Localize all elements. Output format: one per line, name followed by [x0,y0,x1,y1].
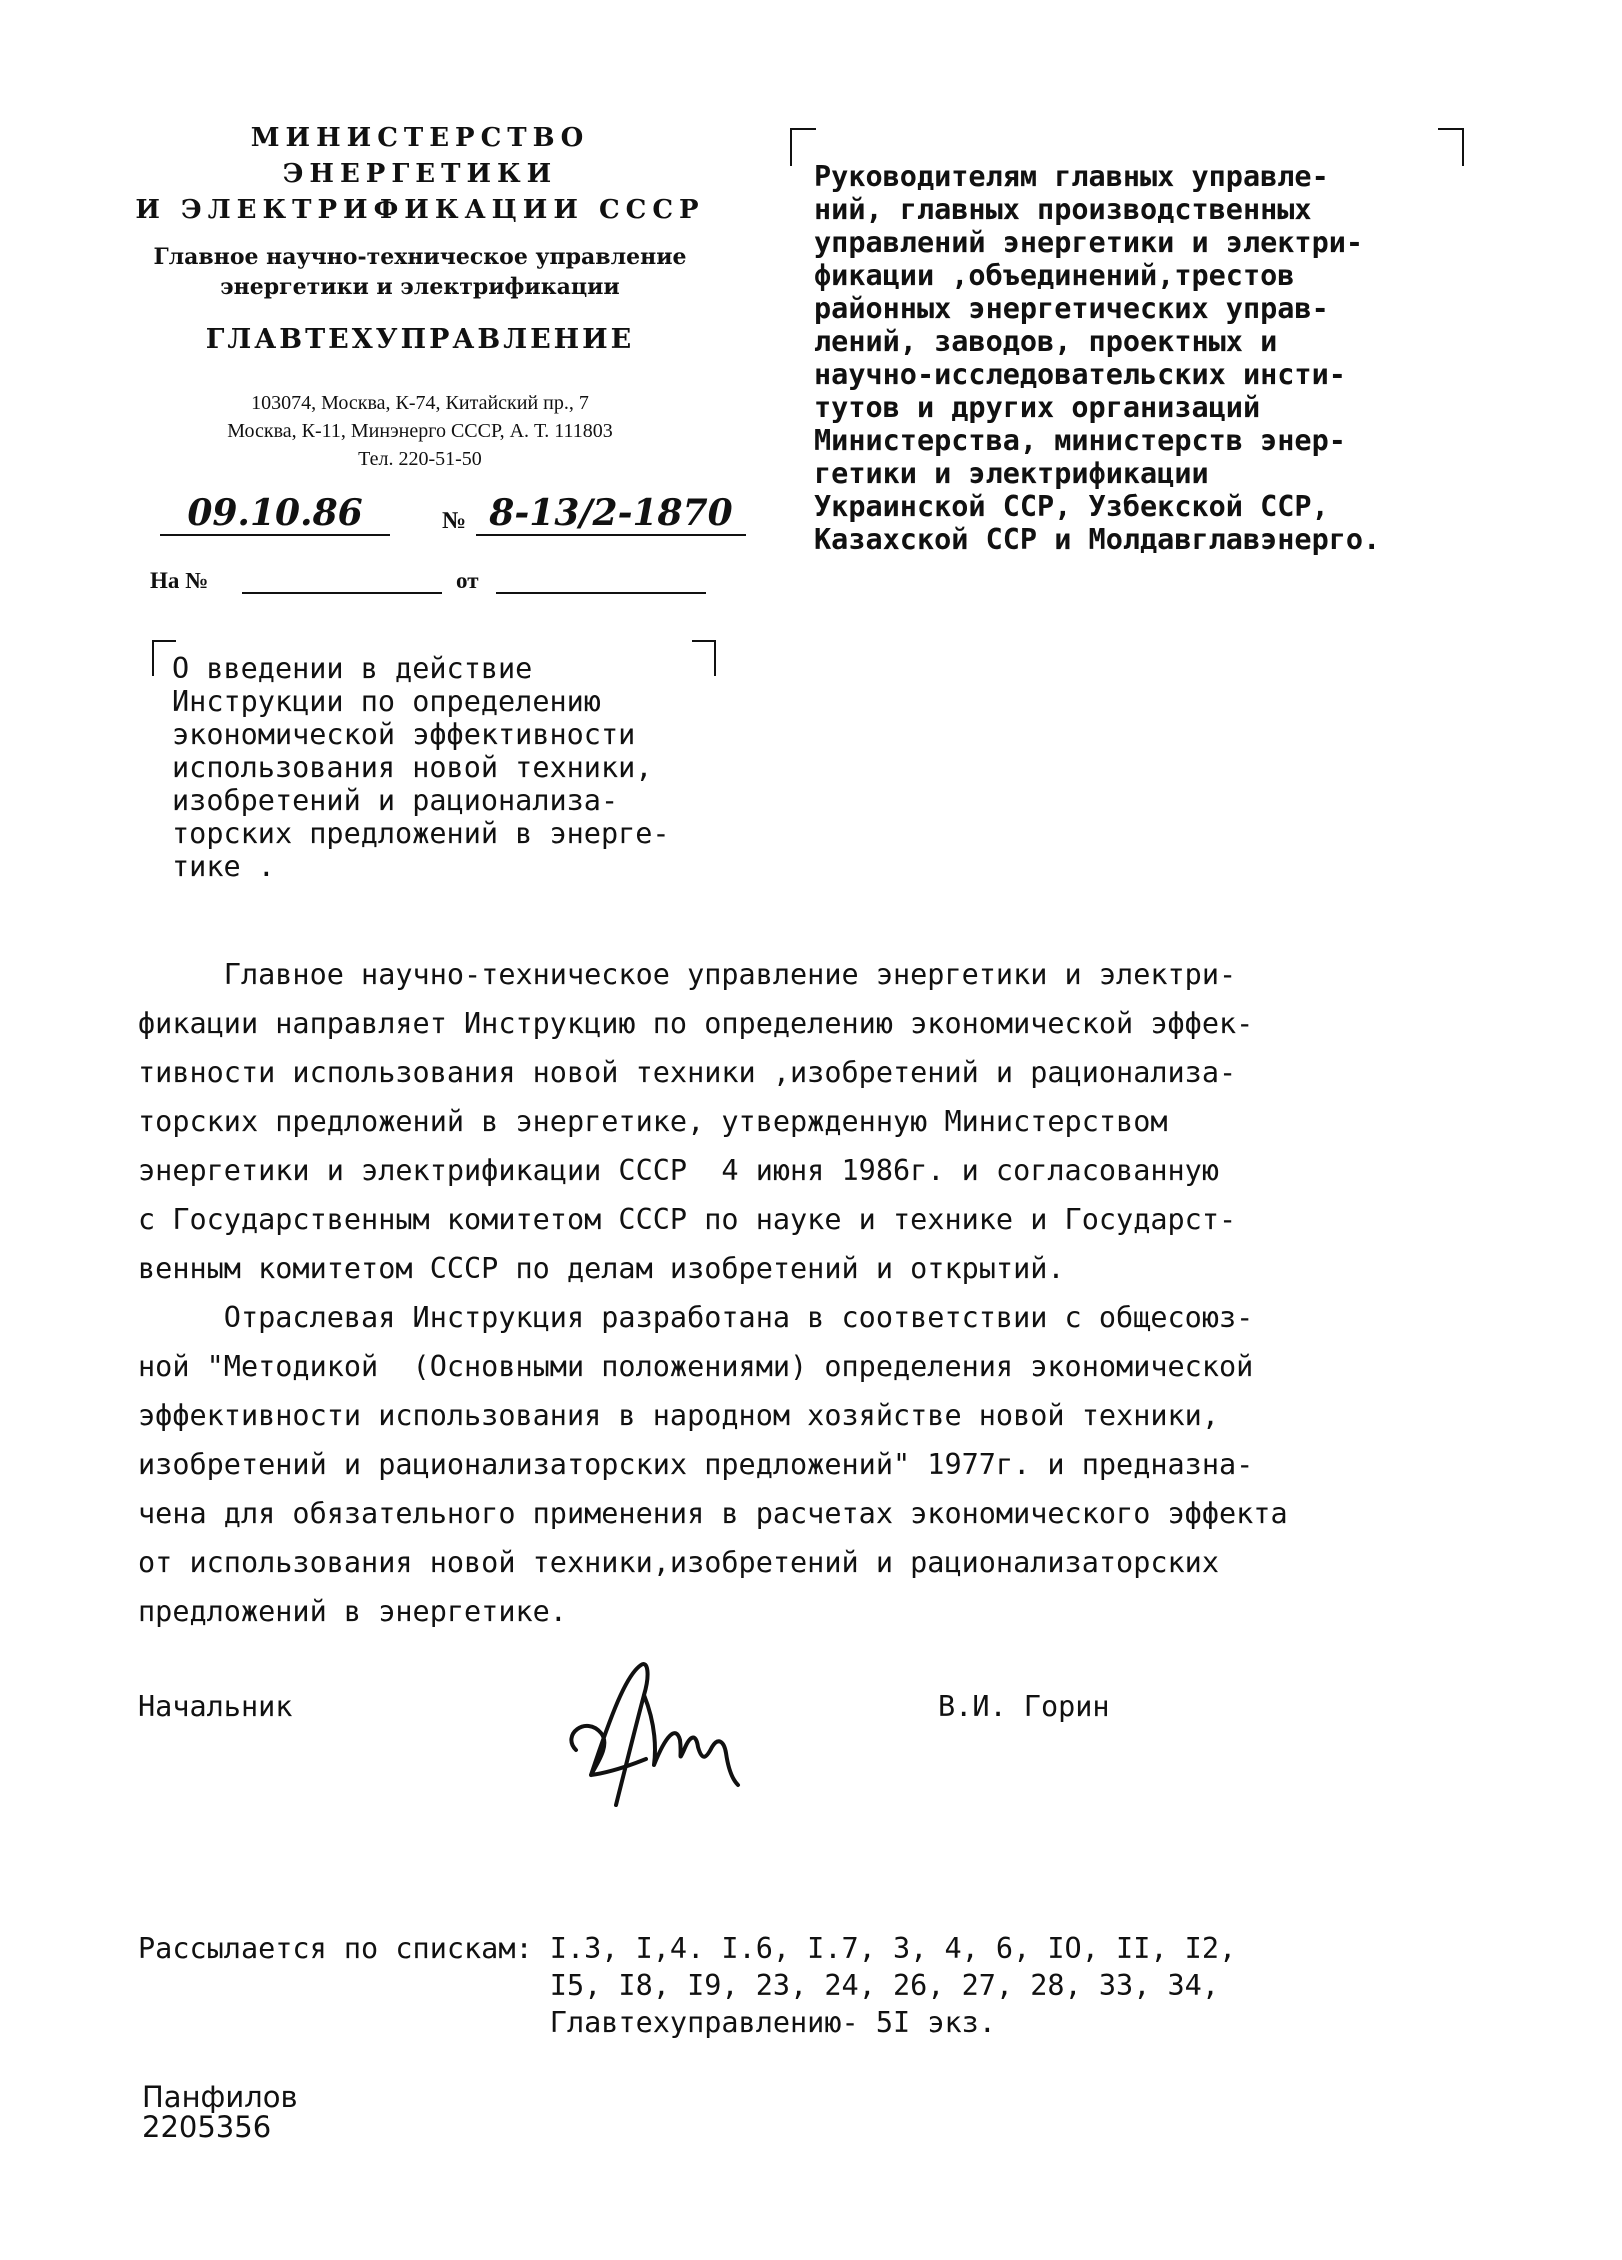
addressee-line: Министерства, министерств энер- [814,424,1346,457]
distribution-list [138,1930,1538,2041]
addressee-line: Украинской ССР, Узбекской ССР, [814,490,1329,523]
number-label: № [442,508,467,534]
reply-date-blank [496,592,706,594]
document-number: 8-13/2-1870 [476,492,746,536]
ministry-name-line2: И ЭЛЕКТРИФИКАЦИИ СССР [135,195,705,225]
addressee-line: районных энергетических управ- [814,292,1329,325]
signatory-title: Начальник [138,1690,293,1723]
handwritten-signature [556,1655,776,1825]
executor-phone: 2205356 [142,2110,272,2144]
ministry-name-line1: МИНИСТЕРСТВО ЭНЕРГЕТИКИ [250,123,590,189]
letter-body [138,950,1538,1636]
body-line: Главное научно-техническое управление энергетики и электри- [138,958,1237,991]
phone-line: Тел. 220-51-50 [358,448,482,470]
body-line: изобретений и рационализаторских предложений" 1977г. и предназна- [138,1448,1254,1481]
subject-line: тике . [172,850,275,883]
subject-block [172,652,772,883]
addressee-corner-left [790,128,816,166]
body-line: энергетики и электрификации СССР 4 июня 1986г. и согласованную [138,1154,1219,1187]
signatory-name: В.И. Горин [938,1690,1110,1723]
distribution-line: I5, I8, I9, 23, 24, 26, 27, 28, 33, 34, [138,1969,1219,2002]
executor-name: Панфилов [142,2080,298,2114]
body-line: ной "Методикой (Основными положениями) определения экономической [138,1350,1254,1383]
reply-from-label: от [456,568,479,593]
addressee-line: лений, заводов, проектных и [814,325,1278,358]
reference-block [160,492,760,552]
addressee-line: Казахской ССР и Молдавглавэнерго. [814,523,1381,556]
organization-short-name: ГЛАВТЕХУПРАВЛЕНИЕ [205,324,635,355]
body-line: Отраслевая Инструкция разработана в соответствии с общесоюз- [138,1301,1254,1334]
subject-line: Инструкции по определению [172,685,601,718]
reply-reference-row [150,568,710,604]
body-line: тивности использования новой техники ,изобретений и рационализа- [138,1056,1237,1089]
addressee-line: управлений энергетики и электри- [814,226,1364,259]
body-line: чена для обязательного применения в расчетах экономического эффекта [138,1497,1288,1530]
body-line: с Государственным комитетом СССР по науке и технике и Государст- [138,1203,1237,1236]
address-line1: 103074, Москва, К-74, Китайский пр., 7 [251,392,589,414]
body-line: венным комитетом СССР по делам изобретений и открытий. [138,1252,1065,1285]
department-line2: энергетики и электрификации [220,274,620,300]
body-line: торских предложений в энергетике, утвержденную Министерством [138,1105,1168,1138]
subject-line: использования новой техники, [172,751,653,784]
distribution-line: Рассылается по спискам: I.3, I,4. I.6, I.7, 3, 4, 6, IO, II, I2, [138,1932,1237,1965]
subject-line: О введении в действие [172,652,533,685]
subject-line: экономической эффективности [172,718,636,751]
document-date: 09.10.86 [160,492,390,536]
reply-number-label: На № [150,568,209,593]
subject-line: изобретений и рационализа- [172,784,619,817]
body-line: предложений в энергетике. [138,1595,567,1628]
addressee-line: научно-исследовательских инсти- [814,358,1346,391]
addressee-line: Руководителям главных управле- [814,160,1329,193]
body-line: от использования новой техники,изобретений и рационализаторских [138,1546,1219,1579]
addressee-line: гетики и электрификации [814,457,1209,490]
subject-line: торских предложений в энерге- [172,817,670,850]
addressee-line: ний, главных производственных [814,193,1312,226]
addressee-line: тутов и других организаций [814,391,1261,424]
reply-number-blank [242,592,442,594]
department-line1: Главное научно-техническое управление [153,244,687,270]
addressee-line: фикации ,объединений,трестов [814,259,1295,292]
addressee-block [814,160,1514,556]
executor-block [142,2082,298,2142]
body-line: фикации направляет Инструкцию по определению экономической эффек- [138,1007,1254,1040]
letterhead [120,120,720,473]
body-line: эффективности использования в народном хозяйстве новой техники, [138,1399,1219,1432]
address-line2: Москва, К-11, Минэнерго СССР, А. Т. 111803 [227,420,613,442]
distribution-line: Главтехуправлению- 5I экз. [138,2006,996,2039]
